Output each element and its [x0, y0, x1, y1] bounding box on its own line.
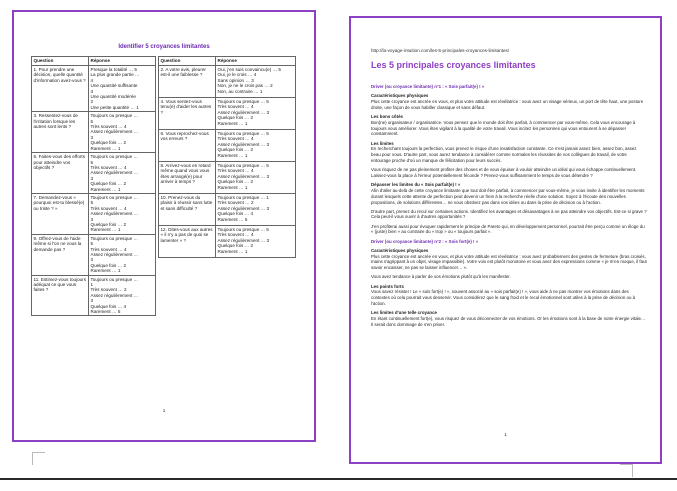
bottom-divider [0, 478, 677, 480]
paragraph: D'autre part, prenez du recul sur certaines actions. Identifiez les avantages et désavantages à ne pas atteindre vos objectifs. Est-ce si grave ? Cela peut-il vous ouvrir à d'autres opportunités ? [371, 208, 647, 220]
subsection-title: Caractéristiques physiques [371, 93, 429, 99]
document-page-article [349, 16, 662, 464]
column-header-question: Question [32, 57, 89, 66]
question-cell: 1. Pour prendre une décision, quelle quantité d'information avez-vous ? [32, 66, 89, 112]
answer-cell: Toujours ou presque … 5 Très souvent … 4 Assez régulièrement … 3 Quelque fois … 2 Rarement … 1 [89, 153, 156, 194]
column-header-question: Question [159, 57, 216, 66]
questionnaire-title: Identifier 5 croyances limitantes [118, 44, 210, 50]
page-number: 1 [504, 432, 507, 437]
table-row [32, 275, 156, 316]
paragraph: Vous savez résister ! Le « sois fort(e) ! », souvent associé au « sois parfait(e) ! », vous aide à ne pas montrer vos émotions dans des contextes où cela pourrait vous desservir. Vous considérez que le sang froid et le recul émotionnel sont utiles à la prise de décision ou à l'action. [371, 289, 636, 306]
question-cell: 7. Demandez-vous « pourquoi est-tu blessé(e) ou triste ? » [32, 193, 89, 234]
article-title: Les 5 principales croyances limitantes [371, 60, 536, 70]
table-row [32, 112, 156, 153]
subsection-title: Les limites d'une telle croyance [371, 310, 437, 316]
answer-cell: Toujours ou presque … 5 Très souvent … 4 Assez régulièrement … 3 Quelque fois … 2 Rarement … 1 [89, 234, 156, 275]
question-cell: 3. Ressentez-vous de l'irritation lorsque les autres sont lents ? [32, 112, 89, 153]
answer-cell: Oui, j'en suis convaincu(e) … 5 Oui, je le crois … 4 Sans opinion … 3 Non, je ne le crois pas … 2 Non, au contraire … 1 [216, 66, 296, 98]
answer-cell: Toujours ou presque … 5 Très souvent … 4 Assez régulièrement … 3 Quelque fois … 2 Rarement … 1 [216, 130, 296, 162]
question-cell: 9. Offrez-vous de l'aide même si l'on ne vous la demande pas ? [32, 234, 89, 275]
answer-cell: Toujours ou presque … 1 Très souvent … 2 Assez régulièrement … 3 Quelque fois … 4 Rarement … 5 [89, 275, 156, 316]
questionnaire-table-right [158, 56, 296, 258]
answer-cell: Presque la totalité … 5 La plus grande partie … 4 Une quantité suffisante 3 Une quantité modérée 2 Une petite quantité … 1 [89, 66, 156, 112]
subsection-title: Caractéristiques physiques [371, 247, 429, 253]
table-row [32, 234, 156, 275]
table-row [159, 66, 296, 98]
subsection-title: Dépasser les limites du « Sois parfait(e) ! » [371, 182, 461, 188]
paragraph: Bon(ne) organisateur / organisatrice. Vous pensez que le monde doit être parfait, à commencer par vous-même. Cela vous encourage à toujours vous améliorer. Vous êtes vigilant à la qualité de votre travail. Vous incitez les personnes qui vous entourent à se dépasser constamment. [371, 119, 636, 137]
question-cell: 8. Arrivez-vous en retard même quand vous vous êtes arrangé(e) pour arriver à temps ? [159, 162, 216, 194]
questionnaire-table-left [31, 56, 156, 316]
answer-cell: Toujours ou presque … 5 Très souvent … 4 Assez régulièrement … 3 Quelque fois … 2 Rarement … 1 [216, 162, 296, 194]
paragraph: En recherchant toujours la perfection, vous prenez le risque d'une insatisfaction constante. Ce n'est jamais assez bien, assez bon, assez beau pour vous. D'autre part, vous aurez tendance à considérer comme normales les réussites de vos collègues de travail, de votre entourage proche d'où un manque de félicitation pour leurs succès. [371, 146, 637, 163]
source-url: http://la-voyage-intuition.com/les-5-principales-croyances-limitantes/ [371, 48, 510, 53]
answer-cell: Toujours ou presque … 5 Très souvent … 4 Assez régulièrement … 3 Quelque fois … 2 Rarement … 1 [216, 98, 296, 130]
paragraph: Vous risquez de ne pas pleinement profiter des choses et de vous épuiser à vouloir atteindre un idéal qui vous échappe continuellement. Laissez-vous la place à l'erreur potentiellement féconde ? Prenez-vous suffisamment le temps de vous détendre ? [371, 167, 637, 178]
table-row [32, 193, 156, 234]
answer-cell: Toujours ou presque … 5 Très souvent … 4 Assez régulièrement … 3 Quelque fois … 2 Rarement … 1 [216, 226, 296, 258]
table-row [159, 98, 296, 130]
crop-mark [32, 452, 45, 465]
question-cell: 11. Estimez-vous toujours adéquat ce que vous faites ? [32, 275, 89, 316]
question-cell: 5. Faites-vous des efforts pour atteindre vos objectifs ? [32, 153, 89, 194]
table-row [32, 153, 156, 194]
answer-cell: Toujours ou presque … 5 Très souvent … 4 Assez régulièrement … 3 Quelque fois … 2 Rarement … 1 [89, 193, 156, 234]
question-cell: 6. Vous reprochez-vous vos erreurs ? [159, 130, 216, 162]
column-header-answer: Réponse [216, 57, 296, 66]
paragraph: Plus cette croyance est ancrée en vous, et plus votre attitude est révélatrice : vous avez probablement des gestes de fermeture (bras croisés, mains s'agrippant à un objet, visage impassible). Votre voix est plutôt monotone et vous avez des expressions comme « je m'en moque, il faut savoir encaisser, ne pas se laisser influencer… ». [371, 253, 647, 271]
answer-cell: Toujours ou presque … 1 Très souvent … 2 Assez régulièrement … 3 Quelque fois … 4 Rarement … 5 [216, 194, 296, 226]
page-number: 1 [162, 408, 166, 413]
table-row [32, 66, 156, 112]
question-cell: 12. Dites-vous aux autres « il n'y a pas de quoi se lamenter » ? [159, 226, 216, 258]
paragraph: Vous avez tendance à parler de vos émotions plutôt qu'à les manifester. [371, 274, 511, 280]
column-header-answer: Réponse [89, 57, 156, 66]
subsection-title: Les points forts [371, 283, 404, 289]
question-cell: 10. Prenez-vous du plaisir à réussir sans lutte et sans difficulté ? [159, 194, 216, 226]
article-body [371, 82, 647, 331]
table-row [159, 130, 296, 162]
section-heading: Driver (ou croyance limitante) n°1 : « Sois parfait(e) ! » [371, 84, 485, 89]
paragraph: J'en profiterai aussi pour évoquer rapidement le principe de Pareto qui, en développement personnel, pourrait être perçu comme un éloge du « (juste) bien » au contraire du « trop » ou « toujours parfait ». [371, 223, 645, 235]
table-row [159, 226, 296, 258]
document-page-questionnaire [12, 10, 316, 442]
subsection-title: Les bons côtés [371, 113, 403, 119]
question-cell: 4. Vous sentez-vous tenu(e) d'aider les autres ? [159, 98, 216, 130]
subsection-title: Les limites [371, 140, 394, 146]
answer-cell: Toujours ou presque … 5 Très souvent … 4 Assez régulièrement … 3 Quelque fois … 2 Rarement … 1 [89, 112, 156, 153]
crop-mark [620, 464, 633, 477]
question-cell: 2. A votre avis, pleurer est-il une faiblesse ? [159, 66, 216, 98]
paragraph: Plus cette croyance est ancrée en vous, et plus votre attitude est révélatrice : vous avez un visage sérieux, un port de tête haut, une posture droite, une façon de vous habiller classique et sans défaut. [371, 98, 644, 110]
table-row [159, 194, 296, 226]
table-row [159, 162, 296, 194]
section-heading: Driver (ou croyance limitante) n°2 : « Sois fort(e) ! » [371, 238, 479, 244]
paragraph: En étant continuellement fort(e), vous risquez de vous déconnecter de vos émotions. Or les émotions sont à la base de notre énergie vitale… Il serait donc dommage de s'en priver. [371, 315, 646, 327]
paragraph: Afin d'aller au-delà de cette croyance limitante que tout doit être parfait, à commencer par vous-même, je vous invite à identifier les moments durant lesquels cette attente de perfection peut devenir un frein à la recherche réelle d'une solution. Soyez à l'écoute des nouvelles propositions, de solutions différentes… ne vous obstinez pas dans vos idées ou dans la prise de décision ou à l'action. [371, 187, 645, 205]
